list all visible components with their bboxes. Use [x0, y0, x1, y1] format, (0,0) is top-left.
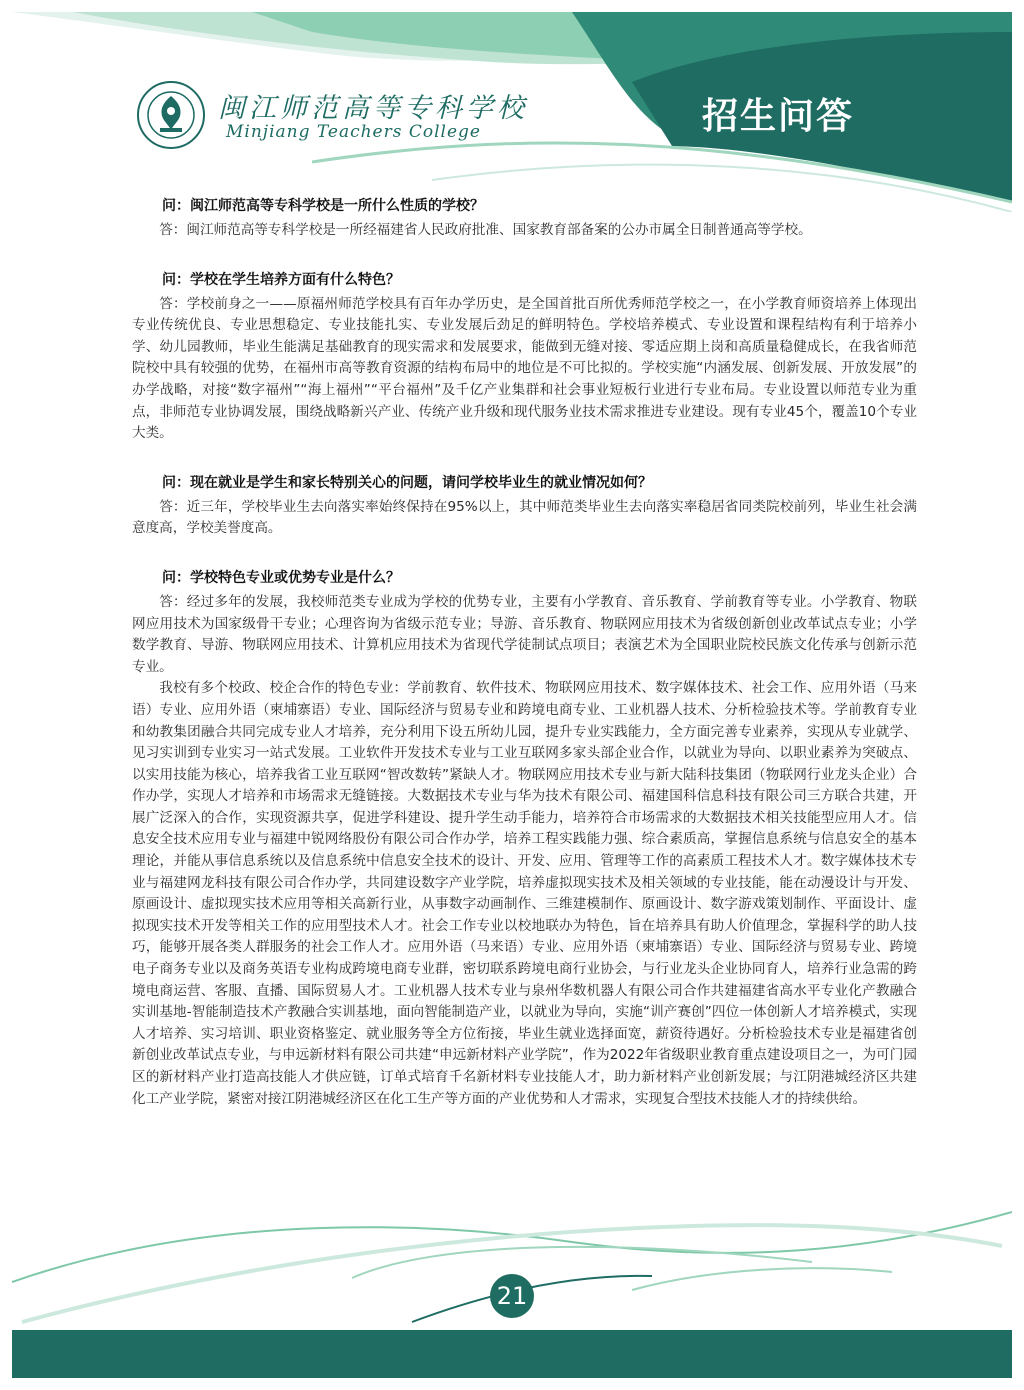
- qa-item-4: [132, 566, 917, 1110]
- answer-2: 答：学校前身之一——原福州师范学校具有百年办学历史，是全国首批百所优秀师范学校之一，在小学教育师资培养上体现出专业传统优良、专业思想稳定、专业技能扎实、专业发展后劲足的鲜明特色。学校培养模式、专业设置和课程结构有利于培养小学、幼儿园教师，毕业生能满足基础教育的现实需求和发展要求，能做到无缝对接、零适应期上岗和高质量稳健成长，在我省师范院校中具有较强的优势，在福州市高等教育资源的结构布局中的地位是不可比拟的。学校实施“内涵发展、创新发展、开放发展”的办学战略，对接“数字福州”“海上福州”“平台福州”及千亿产业集群和社会事业短板行业进行专业布局。专业设置以师范专业为重点，非师范专业协调发展，围绕战略新兴产业、传统产业升级和现代服务业技术需求推进专业建设。现有专业45个，覆盖10个专业大类。: [132, 295, 917, 442]
- school-name-cn: 闽江师范高等专科学校: [218, 93, 528, 124]
- answer-4-paragraph-2: 我校有多个校政、校企合作的特色专业：学前教育、软件技术、物联网应用技术、数字媒体技术、社会工作、应用外语（马来语）专业、应用外语（柬埔寨语）专业、国际经济与贸易专业和跨境电商专业、工业机器人技术、分析检验技术等。学前教育专业和幼教集团融合共同完成专业人才培养，充分利用下设五所幼儿园，提升专业实践能力，全方面完善专业素养，实现从专业就学、见习实训到专业实习一站式发展。工业软件开发技术专业与工业互联网多家头部企业合作，以就业为导向、以职业素养为突破点、以实用技能为核心，培养我省工业互联网“智改数转”紧缺人才。物联网应用技术专业与新大陆科技集团（物联网行业龙头企业）合作办学，实现人才培养和市场需求无缝链接。大数据技术专业与华为技术有限公司、福建国科信息科技有限公司三方联合共建，开展广泛深入的合作，实现资源共享，促进学科建设、提升学生动手能力，培养符合市场需求的大数据技术相关技能型应用人才。信息安全技术应用专业与福建中锐网络股份有限公司合作办学，培养工程实践能力强、综合素质高，掌握信息系统与信息安全的基本理论，并能从事信息系统以及信息系统中信息安全技术的设计、开发、应用、管理等工作的高素质工程技术人才。数字媒体技术专业与福建网龙科技有限公司合作办学，共同建设数字产业学院，培养虚拟现实技术及相关领域的专业技能，能在动漫设计与开发、原画设计、虚拟现实技术应用等相关高新行业，从事数字动画制作、三维建模制作、原画设计、数字游戏策划制作、平面设计、虚拟现实技术开发等相关工作的应用型技术人才。社会工作专业以校地联办为特色，旨在培养具有助人价值理念，掌握科学的助人技巧，能够开展各类人群服务的社会工作人才。应用外语（马来语）专业、应用外语（柬埔寨语）专业、国际经济与贸易专业、跨境电子商务专业以及商务英语专业构成跨境电商专业群，密切联系跨境电商行业协会，与行业龙头企业协同育人，培养行业急需的跨境电商运营、客服、直播、国际贸易人才。工业机器人技术专业与泉州华数机器人有限公司合作共建福建省高水平专业化产教融合实训基地-智能制造技术产教融合实训基地，面向智能制造产业，以就业为导向，实施“训产赛创”四位一体创新人才培养模式，实现人才培养、实习培训、职业资格鉴定、就业服务等全方位衔接，毕业生就业选择面宽，薪资待遇好。分析检验技术专业是福建省创新创业改革试点专业，与申远新材料有限公司共建“申远新材料产业学院”，作为2022年省级职业教育重点建设项目之一，为可门园区的新材料产业打造高技能人才供应链，订单式培育千名新材料专业技能人才，助力新材料产业创新发展；与江阴港城经济区共建化工产业学院，紧密对接江阴港城经济区在化工生产等方面的产业优势和人才需求，实现复合型技术技能人才的持续供给。: [132, 680, 917, 1107]
- banner-title: 招生问答: [702, 96, 855, 137]
- qa-content: [132, 194, 917, 1136]
- page-number: 21: [490, 1274, 534, 1318]
- qa-item-3: [132, 471, 917, 540]
- question-3: 问：现在就业是学生和家长特别关心的问题，请问学校毕业生的就业情况如何？: [162, 474, 652, 491]
- answer-4-paragraph-1: 答：经过多年的发展，我校师范类专业成为学校的优势专业，主要有小学教育、音乐教育、学前教育等专业。小学教育、物联网应用技术为国家级骨干专业；心理咨询为省级示范专业；导游、音乐教育、物联网应用技术为省级创新创业改革试点专业；小学数学教育、导游、物联网应用技术、计算机应用技术为省现代学徒制试点项目；表演艺术为全国职业院校民族文化传承与创新示范专业。: [132, 593, 917, 675]
- school-logo: [136, 80, 528, 152]
- school-emblem-icon: [136, 80, 206, 150]
- page-frame: [12, 12, 1012, 1378]
- school-name-en: Minjiang Teachers College: [226, 122, 481, 142]
- qa-item-1: [132, 194, 917, 242]
- question-2: 问：学校在学生培养方面有什么特色？: [162, 271, 400, 288]
- answer-3: 答：近三年，学校毕业生去向落实率始终保持在95%以上，其中师范类毕业生去向落实率稳居省同类院校前列，毕业生社会满意度高，学校美誉度高。: [132, 498, 917, 537]
- qa-item-2: [132, 268, 917, 445]
- question-1: 问：闽江师范高等专科学校是一所什么性质的学校？: [162, 198, 484, 214]
- answer-1: 答：闽江师范高等专科学校是一所经福建省人民政府批准、国家教育部备案的公办市属全日制普通高等学校。: [159, 222, 812, 238]
- question-4: 问：学校特色专业或优势专业是什么？: [162, 569, 400, 586]
